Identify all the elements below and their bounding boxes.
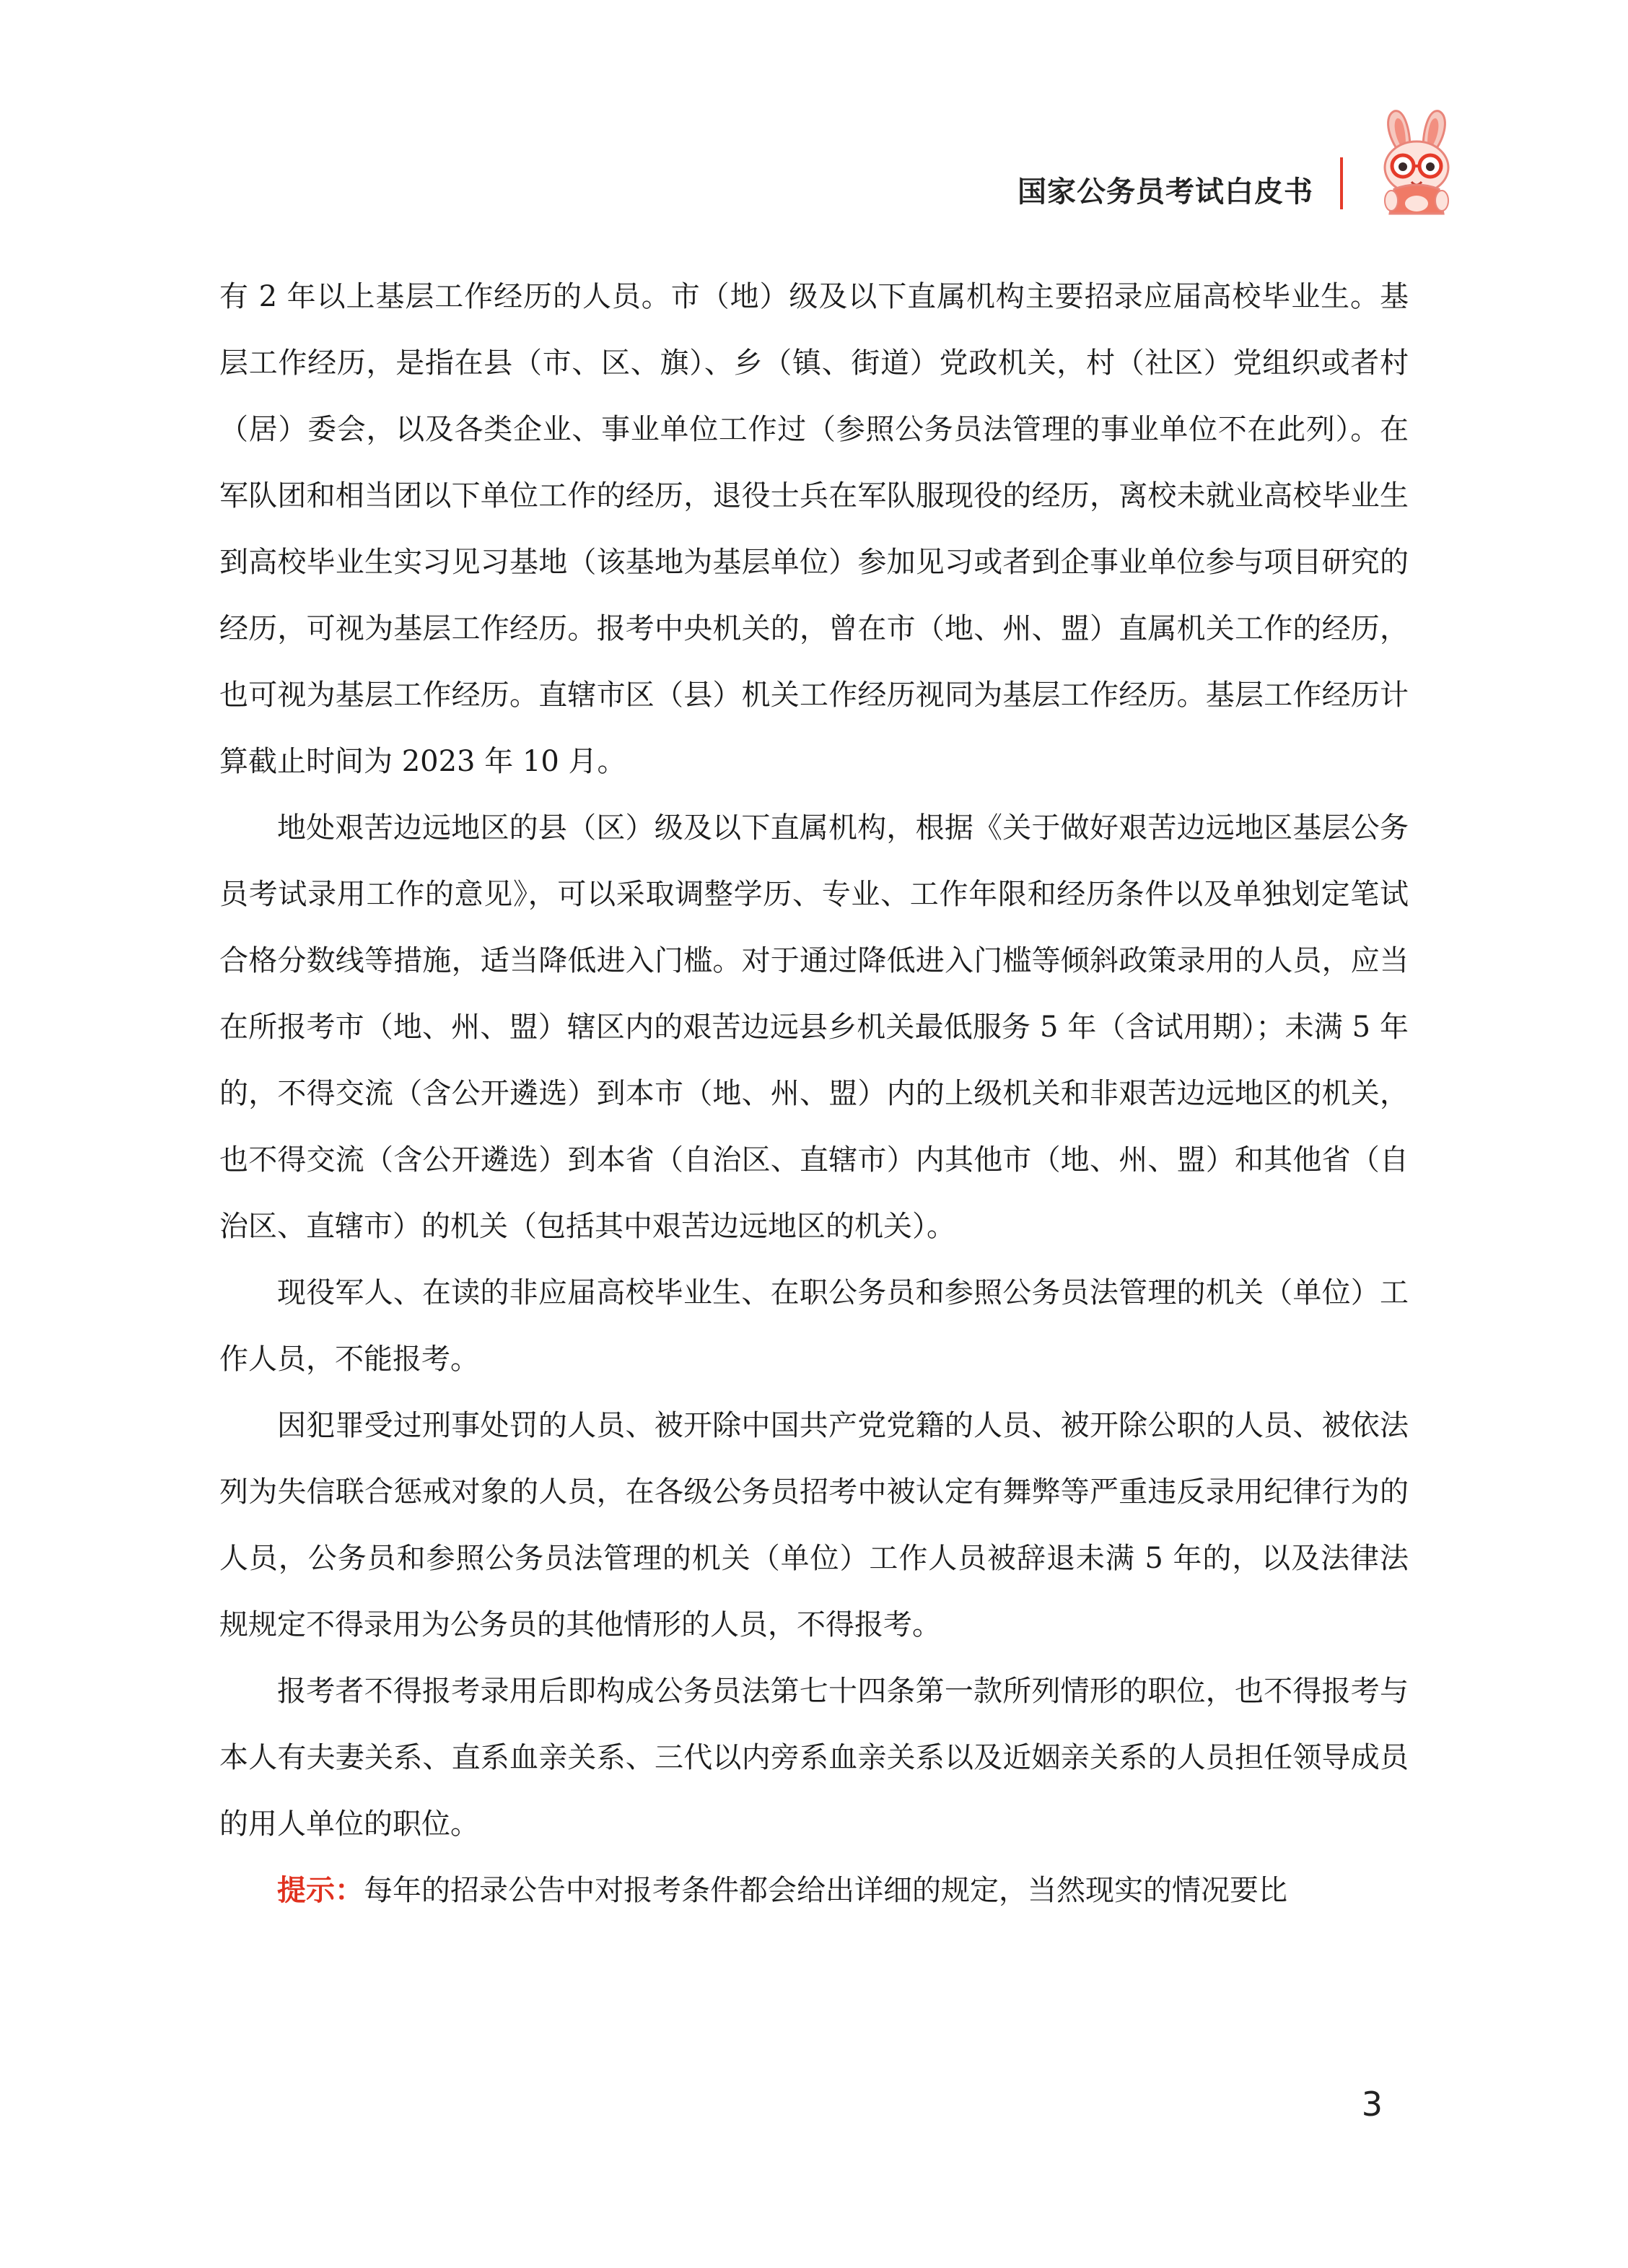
tip-label: 提示： [277,1873,364,1907]
page-header [0,0,1628,231]
rabbit-mascot-icon [1362,108,1471,217]
paragraph-2: 地处艰苦边远地区的县（区）级及以下直属机构，根据《关于做好艰苦边远地区基层公务员考试录用工作的意见》，可以采取调整学历、专业、工作年限和经历条件以及单独划定笔试合格分数线等措施，适当降低进入门槛。对于通过降低进入门槛等倾斜政策录用的人员，应当在所报考市（地、州、盟）辖区内的艰苦边远县乡机关最低服务 5 年（含试用期）；未满 5 年的，不得交流（含公开遴选）到本市（地、州、盟）内的上级机关和非艰苦边远地区的机关，也不得交流（含公开遴选）到本省（自治区、直辖市）内其他市（地、州、盟）和其他省（自治区、直辖市）的机关（包括其中艰苦边远地区的机关）。 [219,811,1409,1243]
header-title: 国家公务员考试白皮书 [1017,175,1313,209]
tip-text: 每年的招录公告中对报考条件都会给出详细的规定，当然现实的情况要比 [364,1874,1287,1907]
paragraph-5: 报考者不得报考录用后即构成公务员法第七十四条第一款所列情形的职位，也不得报考与本人有夫妻关系、直系血亲关系、三代以内旁系血亲关系以及近姻亲关系的人员担任领导成员的用人单位的职位。 [219,1675,1409,1841]
header-divider [1340,157,1343,209]
paragraph-1: 有 2 年以上基层工作经历的人员。市（地）级及以下直属机构主要招录应届高校毕业生。基层工作经历，是指在县（市、区、旗）、乡（镇、街道）党政机关，村（社区）党组织或者村（居）委会，以及各类企业、事业单位工作过（参照公务员法管理的事业单位不在此列）。在军队团和相当团以下单位工作的经历，退役士兵在军队服现役的经历，离校未就业高校毕业生到高校毕业生实习见习基地（该基地为基层单位）参加见习或者到企事业单位参与项目研究的经历，可视为基层工作经历。报考中央机关的，曾在市（地、州、盟）直属机关工作的经历，也可视为基层工作经历。直辖市区（县）机关工作经历视同为基层工作经历。基层工作经历计算截止时间为 2023 年 10 月。 [219,280,1409,778]
paragraph-4: 因犯罪受过刑事处罚的人员、被开除中国共产党党籍的人员、被开除公职的人员、被依法列为失信联合惩戒对象的人员，在各级公务员招考中被认定有舞弊等严重违反录用纪律行为的人员，公务员和参照公务员法管理的机关（单位）工作人员被辞退未满 5 年的，以及法律法规规定不得录用为公务员的其他情形的人员，不得报考。 [219,1409,1409,1641]
paragraph-3: 现役军人、在读的非应届高校毕业生、在职公务员和参照公务员法管理的机关（单位）工作人员，不能报考。 [219,1276,1409,1376]
page-number: 3 [1361,2085,1383,2124]
document-body [219,263,1409,1924]
tip-paragraph [219,1857,1409,1924]
